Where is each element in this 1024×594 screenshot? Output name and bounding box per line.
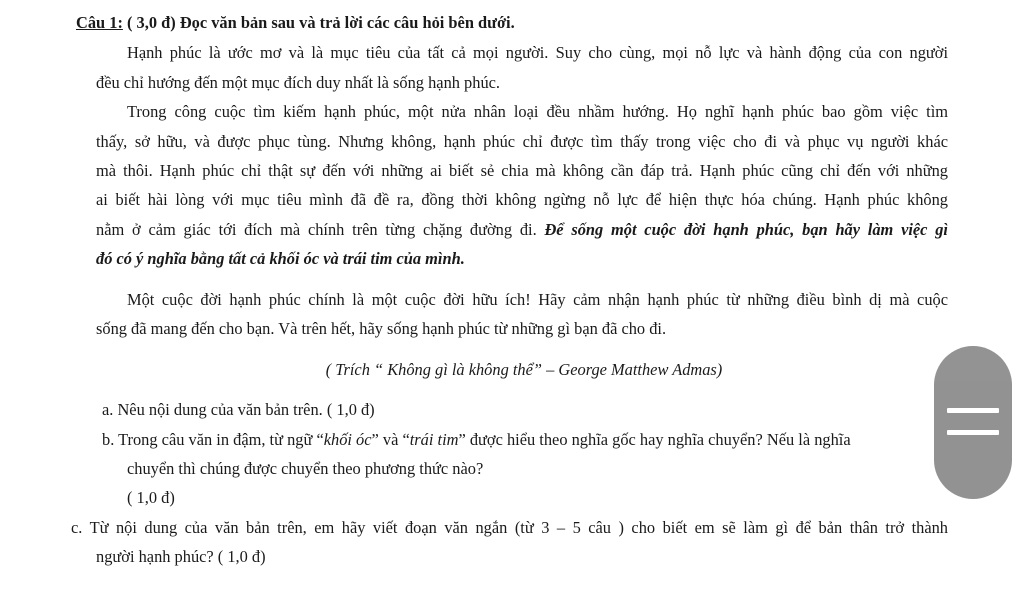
question-c-line-2: người hạnh phúc? ( 1,0 đ): [96, 547, 266, 566]
paragraph-1-line-1: Hạnh phúc là ước mơ và là mục tiêu của tất cả mọi người. Suy cho cùng, mọi nỗ lực và hành động của con người: [127, 43, 948, 62]
question-1-label: Câu 1:: [76, 13, 123, 32]
paragraph-2-line-1: Trong công cuộc tìm kiếm hạnh phúc, một nửa nhân loại đều nhầm hướng. Họ nghĩ hạnh phúc bao gồm việc tìm: [127, 102, 948, 121]
bold-sentence-part-1: Để sống một cuộc đời hạnh phúc, bạn hãy làm việc gì: [536, 220, 948, 239]
term-khoi-oc: khối óc: [323, 430, 372, 449]
question-b-text-1: b. Trong câu văn in đậm, từ ngữ “: [102, 430, 324, 449]
paragraph-3-line-1: Một cuộc đời hạnh phúc chính là một cuộc đời hữu ích! Hãy cảm nhận hạnh phúc từ những điều bình dị mà cuộc: [127, 290, 948, 309]
source-citation: ( Trích “ Không gì là không thể” – George Matthew Admas): [325, 360, 723, 379]
question-c-line-1: c. Từ nội dung của văn bản trên, em hãy viết đoạn văn ngắn (từ 3 – 5 câu ) cho biết em sẽ làm gì để bản thân trở thành: [71, 518, 948, 537]
floating-scroll-handle[interactable]: [934, 346, 1012, 499]
paragraph-2-line-4: ai biết hài lòng với mục tiêu mình đã đề ra, đồng thời không ngừng nỗ lực để hiện thực hóa chúng. Hạnh phúc không: [96, 190, 948, 209]
term-trai-tim: trái tim: [409, 430, 459, 449]
question-1-instruction: ( 3,0 đ) Đọc văn bản sau và trả lời các câu hỏi bên dưới.: [122, 13, 515, 32]
paragraph-2-line-3: mà thôi. Hạnh phúc chỉ thật sự đến với những ai biết sẻ chia mà không cần đáp trả. Hạnh phúc cũng chỉ đến với những: [96, 161, 948, 180]
handle-grip-line-bottom: [947, 430, 999, 435]
question-a: a. Nêu nội dung của văn bản trên. ( 1,0 đ): [102, 400, 375, 419]
paragraph-2-line-2: thấy, sở hữu, và được phục tùng. Nhưng không, hạnh phúc chỉ được tìm thấy trong việc cho đi và phục vụ người khác: [96, 132, 948, 151]
paragraph-3-line-2: sống đã mang đến cho bạn. Và trên hết, hãy sống hạnh phúc từ những gì bạn đã cho đi.: [96, 319, 667, 338]
question-b-text-2: ” và “: [371, 430, 410, 449]
question-b-points: ( 1,0 đ): [127, 488, 175, 507]
handle-grip-line-top: [947, 408, 999, 413]
bold-sentence-part-2: đó có ý nghĩa bằng tất cả khối óc và trái tim của mình.: [96, 249, 465, 268]
question-b-text-3: ” được hiểu theo nghĩa gốc hay nghĩa chuyển? Nếu là nghĩa: [458, 430, 851, 449]
paragraph-2-line-5-plain: nằm ở cảm giác tới đích mà chính trên từng chặng đường đi.: [96, 220, 537, 239]
question-b-line-2: chuyển thì chúng được chuyển theo phương thức nào?: [127, 459, 484, 478]
question-1-heading: [76, 13, 515, 33]
paragraph-2-line-5: [96, 220, 948, 240]
paragraph-1-line-2: đều chỉ hướng đến một mục đích duy nhất là sống hạnh phúc.: [96, 73, 501, 92]
question-b-line-1: [102, 430, 851, 450]
